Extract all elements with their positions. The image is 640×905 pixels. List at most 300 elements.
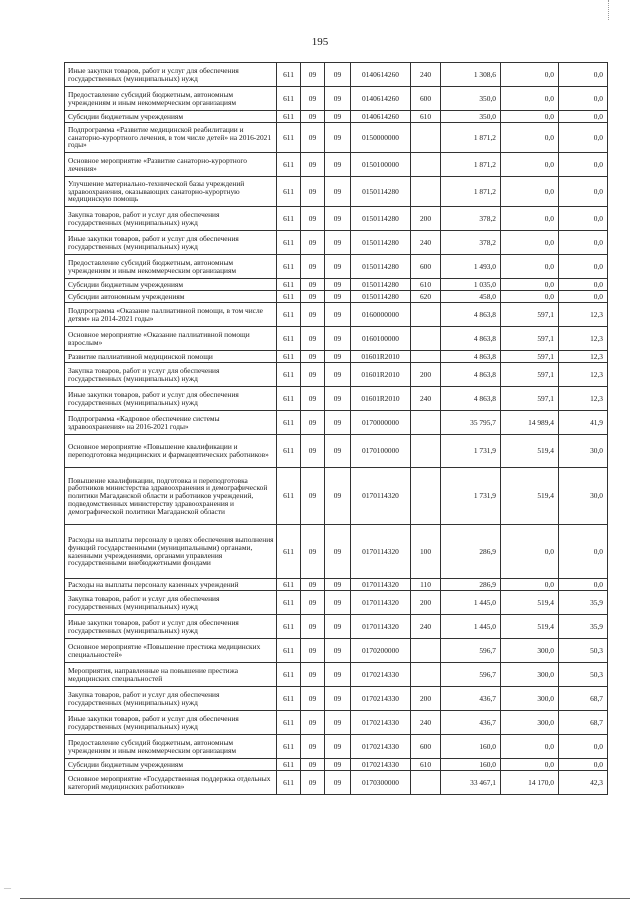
cell-ved: 611 bbox=[277, 279, 301, 291]
cell-vr: 240 bbox=[411, 231, 441, 255]
cell-pr: 09 bbox=[325, 387, 351, 411]
cell-vr: 200 bbox=[411, 207, 441, 231]
table-row bbox=[65, 177, 608, 207]
cell-pr: 09 bbox=[325, 363, 351, 387]
table-row bbox=[65, 87, 608, 111]
cell-fact: 519,4 bbox=[501, 615, 559, 639]
cell-pr: 09 bbox=[325, 123, 351, 153]
cell-percent: 0,0 bbox=[559, 759, 608, 771]
cell-rz: 09 bbox=[301, 231, 325, 255]
cell-plan: 596,7 bbox=[441, 663, 501, 687]
cell-pr: 09 bbox=[325, 735, 351, 759]
footer-mark: — bbox=[4, 884, 11, 892]
cell-csr: 0150114280 bbox=[351, 231, 411, 255]
cell-ved: 611 bbox=[277, 231, 301, 255]
cell-percent: 41,9 bbox=[559, 411, 608, 435]
cell-vr: 110 bbox=[411, 579, 441, 591]
cell-pr: 09 bbox=[325, 615, 351, 639]
cell-ved: 611 bbox=[277, 177, 301, 207]
cell-csr: 0170114320 bbox=[351, 468, 411, 525]
cell-rz: 09 bbox=[301, 591, 325, 615]
cell-percent: 12,3 bbox=[559, 303, 608, 327]
cell-rz: 09 bbox=[301, 435, 325, 468]
cell-rz: 09 bbox=[301, 279, 325, 291]
cell-vr bbox=[411, 351, 441, 363]
cell-pr: 09 bbox=[325, 687, 351, 711]
cell-plan: 1 731,9 bbox=[441, 435, 501, 468]
table-row bbox=[65, 255, 608, 279]
cell-name: Предоставление субсидий бюджетным, автономным учреждениям и иным некоммерческим организациям bbox=[65, 87, 277, 111]
cell-csr: 0140614260 bbox=[351, 87, 411, 111]
cell-name: Иные закупки товаров, работ и услуг для обеспечения государственных (муниципальных) нужд bbox=[65, 63, 277, 87]
cell-ved: 611 bbox=[277, 663, 301, 687]
cell-percent: 42,3 bbox=[559, 771, 608, 795]
cell-csr: 0150114280 bbox=[351, 177, 411, 207]
cell-ved: 611 bbox=[277, 123, 301, 153]
table-row bbox=[65, 615, 608, 639]
cell-percent: 0,0 bbox=[559, 207, 608, 231]
table-row bbox=[65, 351, 608, 363]
cell-fact: 0,0 bbox=[501, 177, 559, 207]
cell-csr: 0170214330 bbox=[351, 735, 411, 759]
cell-pr: 09 bbox=[325, 771, 351, 795]
cell-vr bbox=[411, 177, 441, 207]
cell-csr: 0150114280 bbox=[351, 255, 411, 279]
cell-vr: 610 bbox=[411, 111, 441, 123]
cell-pr: 09 bbox=[325, 177, 351, 207]
cell-percent: 0,0 bbox=[559, 63, 608, 87]
table-row bbox=[65, 735, 608, 759]
cell-vr: 240 bbox=[411, 711, 441, 735]
cell-name: Предоставление субсидий бюджетным, автономным учреждениям и иным некоммерческим организациям bbox=[65, 255, 277, 279]
cell-rz: 09 bbox=[301, 153, 325, 177]
cell-fact: 300,0 bbox=[501, 687, 559, 711]
cell-fact: 0,0 bbox=[501, 279, 559, 291]
cell-name: Подпрограмма «Оказание паллиативной помощи, в том числе детям» на 2014-2021 годы» bbox=[65, 303, 277, 327]
cell-fact: 300,0 bbox=[501, 663, 559, 687]
cell-csr: 0170200000 bbox=[351, 639, 411, 663]
cell-name: Основное мероприятие «Развитие санаторно-курортного лечения» bbox=[65, 153, 277, 177]
cell-percent: 0,0 bbox=[559, 231, 608, 255]
cell-ved: 611 bbox=[277, 411, 301, 435]
cell-fact: 0,0 bbox=[501, 579, 559, 591]
cell-percent: 50,3 bbox=[559, 639, 608, 663]
cell-fact: 0,0 bbox=[501, 255, 559, 279]
cell-name: Основное мероприятие «Повышение престижа медицинских специальностей» bbox=[65, 639, 277, 663]
cell-plan: 436,7 bbox=[441, 711, 501, 735]
cell-vr bbox=[411, 639, 441, 663]
cell-plan: 4 863,8 bbox=[441, 351, 501, 363]
cell-rz: 09 bbox=[301, 123, 325, 153]
cell-csr: 0150100000 bbox=[351, 153, 411, 177]
cell-rz: 09 bbox=[301, 771, 325, 795]
cell-plan: 4 863,8 bbox=[441, 327, 501, 351]
cell-vr: 240 bbox=[411, 63, 441, 87]
cell-fact: 0,0 bbox=[501, 63, 559, 87]
cell-rz: 09 bbox=[301, 291, 325, 303]
cell-name: Иные закупки товаров, работ и услуг для обеспечения государственных (муниципальных) нужд bbox=[65, 231, 277, 255]
cell-ved: 611 bbox=[277, 468, 301, 525]
cell-plan: 1 731,9 bbox=[441, 468, 501, 525]
cell-plan: 1 445,0 bbox=[441, 591, 501, 615]
cell-plan: 378,2 bbox=[441, 207, 501, 231]
cell-csr: 0170114320 bbox=[351, 615, 411, 639]
cell-plan: 350,0 bbox=[441, 111, 501, 123]
cell-rz: 09 bbox=[301, 615, 325, 639]
table-row bbox=[65, 303, 608, 327]
cell-vr: 240 bbox=[411, 387, 441, 411]
cell-csr: 0170214330 bbox=[351, 687, 411, 711]
cell-pr: 09 bbox=[325, 663, 351, 687]
cell-name: Иные закупки товаров, работ и услуг для обеспечения государственных (муниципальных) нужд bbox=[65, 387, 277, 411]
cell-ved: 611 bbox=[277, 525, 301, 579]
cell-rz: 09 bbox=[301, 63, 325, 87]
cell-plan: 286,9 bbox=[441, 525, 501, 579]
page-number: 195 bbox=[311, 36, 329, 48]
cell-vr bbox=[411, 303, 441, 327]
cell-plan: 1 308,6 bbox=[441, 63, 501, 87]
table-row bbox=[65, 759, 608, 771]
cell-fact: 0,0 bbox=[501, 231, 559, 255]
cell-rz: 09 bbox=[301, 525, 325, 579]
cell-vr bbox=[411, 123, 441, 153]
table-row bbox=[65, 279, 608, 291]
cell-csr: 0170114320 bbox=[351, 579, 411, 591]
cell-rz: 09 bbox=[301, 327, 325, 351]
cell-percent: 0,0 bbox=[559, 123, 608, 153]
cell-pr: 09 bbox=[325, 639, 351, 663]
cell-pr: 09 bbox=[325, 579, 351, 591]
cell-fact: 597,1 bbox=[501, 351, 559, 363]
cell-percent: 0,0 bbox=[559, 255, 608, 279]
cell-rz: 09 bbox=[301, 411, 325, 435]
cell-vr: 100 bbox=[411, 525, 441, 579]
cell-fact: 300,0 bbox=[501, 711, 559, 735]
table-row bbox=[65, 207, 608, 231]
cell-plan: 4 863,8 bbox=[441, 363, 501, 387]
cell-plan: 286,9 bbox=[441, 579, 501, 591]
cell-csr: 0170214330 bbox=[351, 663, 411, 687]
cell-ved: 611 bbox=[277, 87, 301, 111]
cell-vr bbox=[411, 153, 441, 177]
cell-fact: 14 170,0 bbox=[501, 771, 559, 795]
cell-name: Мероприятия, направленные на повышение престижа медицинских специальностей bbox=[65, 663, 277, 687]
cell-pr: 09 bbox=[325, 279, 351, 291]
cell-ved: 611 bbox=[277, 153, 301, 177]
cell-rz: 09 bbox=[301, 387, 325, 411]
cell-ved: 611 bbox=[277, 363, 301, 387]
cell-pr: 09 bbox=[325, 711, 351, 735]
cell-rz: 09 bbox=[301, 711, 325, 735]
cell-percent: 0,0 bbox=[559, 279, 608, 291]
cell-fact: 597,1 bbox=[501, 303, 559, 327]
cell-csr: 01601R2010 bbox=[351, 387, 411, 411]
cell-vr: 200 bbox=[411, 687, 441, 711]
cell-name: Расходы на выплаты персоналу казенных учреждений bbox=[65, 579, 277, 591]
cell-fact: 597,1 bbox=[501, 363, 559, 387]
cell-pr: 09 bbox=[325, 291, 351, 303]
table-row bbox=[65, 327, 608, 351]
cell-csr: 0170114320 bbox=[351, 525, 411, 579]
cell-ved: 611 bbox=[277, 579, 301, 591]
cell-ved: 611 bbox=[277, 291, 301, 303]
cell-csr: 0160000000 bbox=[351, 303, 411, 327]
cell-fact: 0,0 bbox=[501, 111, 559, 123]
cell-percent: 68,7 bbox=[559, 711, 608, 735]
cell-name: Предоставление субсидий бюджетным, автономным учреждениям и иным некоммерческим организациям bbox=[65, 735, 277, 759]
cell-vr bbox=[411, 468, 441, 525]
cell-name: Развитие паллиативной медицинской помощи bbox=[65, 351, 277, 363]
cell-percent: 12,3 bbox=[559, 387, 608, 411]
cell-name: Закупка товаров, работ и услуг для обеспечения государственных (муниципальных) нужд bbox=[65, 687, 277, 711]
cell-pr: 09 bbox=[325, 591, 351, 615]
cell-rz: 09 bbox=[301, 87, 325, 111]
cell-name: Закупка товаров, работ и услуг для обеспечения государственных (муниципальных) нужд bbox=[65, 207, 277, 231]
cell-name: Подпрограмма «Кадровое обеспечение системы здравоохранения» на 2016-2021 годы» bbox=[65, 411, 277, 435]
margin-scratch bbox=[608, 0, 615, 20]
cell-rz: 09 bbox=[301, 759, 325, 771]
cell-ved: 611 bbox=[277, 111, 301, 123]
cell-plan: 458,0 bbox=[441, 291, 501, 303]
table-row bbox=[65, 639, 608, 663]
table-row bbox=[65, 111, 608, 123]
table-row bbox=[65, 363, 608, 387]
cell-percent: 0,0 bbox=[559, 153, 608, 177]
cell-pr: 09 bbox=[325, 63, 351, 87]
cell-vr: 600 bbox=[411, 255, 441, 279]
cell-rz: 09 bbox=[301, 255, 325, 279]
cell-pr: 09 bbox=[325, 351, 351, 363]
table-row bbox=[65, 123, 608, 153]
cell-rz: 09 bbox=[301, 735, 325, 759]
cell-csr: 0170100000 bbox=[351, 435, 411, 468]
cell-plan: 1 871,2 bbox=[441, 153, 501, 177]
cell-name: Основное мероприятие «Государственная поддержка отдельных категорий медицинских работников» bbox=[65, 771, 277, 795]
cell-fact: 300,0 bbox=[501, 639, 559, 663]
cell-pr: 09 bbox=[325, 207, 351, 231]
cell-name: Подпрограмма «Развитие медицинской реабилитации и санаторно-курортного лечения, в том числе детей» на 2016-2021 годы» bbox=[65, 123, 277, 153]
cell-rz: 09 bbox=[301, 111, 325, 123]
cell-vr: 600 bbox=[411, 735, 441, 759]
cell-pr: 09 bbox=[325, 255, 351, 279]
cell-ved: 611 bbox=[277, 735, 301, 759]
cell-rz: 09 bbox=[301, 639, 325, 663]
cell-fact: 519,4 bbox=[501, 435, 559, 468]
table-row bbox=[65, 711, 608, 735]
cell-percent: 35,9 bbox=[559, 591, 608, 615]
cell-name: Субсидии бюджетным учреждениям bbox=[65, 111, 277, 123]
table-row bbox=[65, 435, 608, 468]
table-row bbox=[65, 468, 608, 525]
cell-vr: 200 bbox=[411, 591, 441, 615]
cell-plan: 1 035,0 bbox=[441, 279, 501, 291]
cell-rz: 09 bbox=[301, 687, 325, 711]
cell-name: Повышение квалификации, подготовка и переподготовка работников министерства здравоохранения и демографической политики Магаданской области и работников учреждений, подведомственных министерству здравоохранения и демографической политики Магаданской области bbox=[65, 468, 277, 525]
cell-fact: 597,1 bbox=[501, 327, 559, 351]
cell-rz: 09 bbox=[301, 177, 325, 207]
cell-pr: 09 bbox=[325, 111, 351, 123]
cell-plan: 160,0 bbox=[441, 735, 501, 759]
cell-percent: 0,0 bbox=[559, 735, 608, 759]
cell-ved: 611 bbox=[277, 639, 301, 663]
cell-percent: 0,0 bbox=[559, 525, 608, 579]
cell-plan: 4 863,8 bbox=[441, 387, 501, 411]
cell-vr: 610 bbox=[411, 759, 441, 771]
cell-ved: 611 bbox=[277, 435, 301, 468]
cell-fact: 597,1 bbox=[501, 387, 559, 411]
table-row bbox=[65, 291, 608, 303]
cell-rz: 09 bbox=[301, 579, 325, 591]
cell-rz: 09 bbox=[301, 663, 325, 687]
cell-plan: 35 795,7 bbox=[441, 411, 501, 435]
cell-fact: 0,0 bbox=[501, 123, 559, 153]
cell-vr: 600 bbox=[411, 87, 441, 111]
table-row bbox=[65, 387, 608, 411]
cell-csr: 0170114320 bbox=[351, 591, 411, 615]
budget-table bbox=[64, 62, 608, 795]
cell-name: Субсидии бюджетным учреждениям bbox=[65, 759, 277, 771]
cell-fact: 0,0 bbox=[501, 525, 559, 579]
cell-name: Основное мероприятие «Повышение квалификации и переподготовка медицинских и фармацевтических работников» bbox=[65, 435, 277, 468]
table-row bbox=[65, 591, 608, 615]
cell-fact: 0,0 bbox=[501, 207, 559, 231]
cell-ved: 611 bbox=[277, 303, 301, 327]
cell-csr: 0170214330 bbox=[351, 711, 411, 735]
cell-rz: 09 bbox=[301, 207, 325, 231]
cell-vr: 620 bbox=[411, 291, 441, 303]
cell-ved: 611 bbox=[277, 387, 301, 411]
cell-csr: 0150114280 bbox=[351, 207, 411, 231]
table-row bbox=[65, 63, 608, 87]
cell-pr: 09 bbox=[325, 435, 351, 468]
cell-percent: 0,0 bbox=[559, 291, 608, 303]
cell-vr bbox=[411, 327, 441, 351]
cell-plan: 33 467,1 bbox=[441, 771, 501, 795]
cell-ved: 611 bbox=[277, 351, 301, 363]
table-row bbox=[65, 579, 608, 591]
cell-percent: 12,3 bbox=[559, 327, 608, 351]
cell-percent: 30,0 bbox=[559, 435, 608, 468]
table-row bbox=[65, 687, 608, 711]
cell-ved: 611 bbox=[277, 615, 301, 639]
cell-pr: 09 bbox=[325, 303, 351, 327]
cell-vr bbox=[411, 771, 441, 795]
cell-percent: 12,3 bbox=[559, 351, 608, 363]
cell-ved: 611 bbox=[277, 255, 301, 279]
cell-plan: 1 871,2 bbox=[441, 177, 501, 207]
cell-ved: 611 bbox=[277, 687, 301, 711]
cell-name: Субсидии автономным учреждениям bbox=[65, 291, 277, 303]
cell-plan: 1 445,0 bbox=[441, 615, 501, 639]
cell-percent: 30,0 bbox=[559, 468, 608, 525]
cell-name: Иные закупки товаров, работ и услуг для обеспечения государственных (муниципальных) нужд bbox=[65, 711, 277, 735]
table-row bbox=[65, 771, 608, 795]
cell-ved: 611 bbox=[277, 711, 301, 735]
cell-fact: 14 989,4 bbox=[501, 411, 559, 435]
table-body bbox=[65, 63, 608, 795]
cell-pr: 09 bbox=[325, 525, 351, 579]
cell-fact: 0,0 bbox=[501, 759, 559, 771]
cell-csr: 0160100000 bbox=[351, 327, 411, 351]
cell-percent: 35,9 bbox=[559, 615, 608, 639]
cell-vr: 200 bbox=[411, 363, 441, 387]
cell-name: Улучшение материально-технической базы учреждений здравоохранения, оказывающих санаторно-курортную медицинскую помощь bbox=[65, 177, 277, 207]
cell-csr: 0150114280 bbox=[351, 279, 411, 291]
cell-csr: 0150000000 bbox=[351, 123, 411, 153]
cell-rz: 09 bbox=[301, 303, 325, 327]
cell-plan: 436,7 bbox=[441, 687, 501, 711]
cell-name: Основное мероприятие «Оказание паллиативной помощи взрослым» bbox=[65, 327, 277, 351]
cell-percent: 0,0 bbox=[559, 111, 608, 123]
cell-vr: 610 bbox=[411, 279, 441, 291]
cell-ved: 611 bbox=[277, 327, 301, 351]
cell-name: Закупка товаров, работ и услуг для обеспечения государственных (муниципальных) нужд bbox=[65, 591, 277, 615]
cell-csr: 0170300000 bbox=[351, 771, 411, 795]
cell-csr: 0170214330 bbox=[351, 759, 411, 771]
cell-plan: 596,7 bbox=[441, 639, 501, 663]
cell-csr: 0170000000 bbox=[351, 411, 411, 435]
cell-csr: 01601R2010 bbox=[351, 351, 411, 363]
cell-rz: 09 bbox=[301, 351, 325, 363]
cell-ved: 611 bbox=[277, 207, 301, 231]
cell-csr: 0140614260 bbox=[351, 63, 411, 87]
cell-vr bbox=[411, 435, 441, 468]
table-row bbox=[65, 231, 608, 255]
cell-name: Закупка товаров, работ и услуг для обеспечения государственных (муниципальных) нужд bbox=[65, 363, 277, 387]
cell-percent: 0,0 bbox=[559, 87, 608, 111]
cell-pr: 09 bbox=[325, 327, 351, 351]
cell-pr: 09 bbox=[325, 468, 351, 525]
cell-csr: 0140614260 bbox=[351, 111, 411, 123]
cell-pr: 09 bbox=[325, 759, 351, 771]
cell-percent: 0,0 bbox=[559, 177, 608, 207]
cell-fact: 0,0 bbox=[501, 153, 559, 177]
cell-plan: 4 863,8 bbox=[441, 303, 501, 327]
cell-percent: 12,3 bbox=[559, 363, 608, 387]
cell-fact: 519,4 bbox=[501, 591, 559, 615]
table-row bbox=[65, 153, 608, 177]
cell-vr: 240 bbox=[411, 615, 441, 639]
cell-pr: 09 bbox=[325, 231, 351, 255]
cell-rz: 09 bbox=[301, 468, 325, 525]
cell-ved: 611 bbox=[277, 771, 301, 795]
cell-plan: 1 871,2 bbox=[441, 123, 501, 153]
cell-plan: 160,0 bbox=[441, 759, 501, 771]
cell-fact: 0,0 bbox=[501, 87, 559, 111]
cell-ved: 611 bbox=[277, 759, 301, 771]
cell-percent: 0,0 bbox=[559, 579, 608, 591]
table-row bbox=[65, 663, 608, 687]
cell-fact: 0,0 bbox=[501, 291, 559, 303]
cell-ved: 611 bbox=[277, 591, 301, 615]
cell-plan: 1 493,0 bbox=[441, 255, 501, 279]
cell-vr bbox=[411, 411, 441, 435]
table-row bbox=[65, 411, 608, 435]
cell-plan: 378,2 bbox=[441, 231, 501, 255]
cell-percent: 68,7 bbox=[559, 687, 608, 711]
cell-name: Субсидии бюджетным учреждениям bbox=[65, 279, 277, 291]
cell-vr bbox=[411, 663, 441, 687]
table-row bbox=[65, 525, 608, 579]
cell-csr: 0150114280 bbox=[351, 291, 411, 303]
cell-name: Расходы на выплаты персоналу в целях обеспечения выполнения функций государственными (муниципальными) органами, казенными учреждениями, органами управления государственными внебюджетными фондами bbox=[65, 525, 277, 579]
cell-fact: 0,0 bbox=[501, 735, 559, 759]
cell-fact: 519,4 bbox=[501, 468, 559, 525]
cell-csr: 01601R2010 bbox=[351, 363, 411, 387]
cell-pr: 09 bbox=[325, 87, 351, 111]
cell-pr: 09 bbox=[325, 411, 351, 435]
cell-pr: 09 bbox=[325, 153, 351, 177]
